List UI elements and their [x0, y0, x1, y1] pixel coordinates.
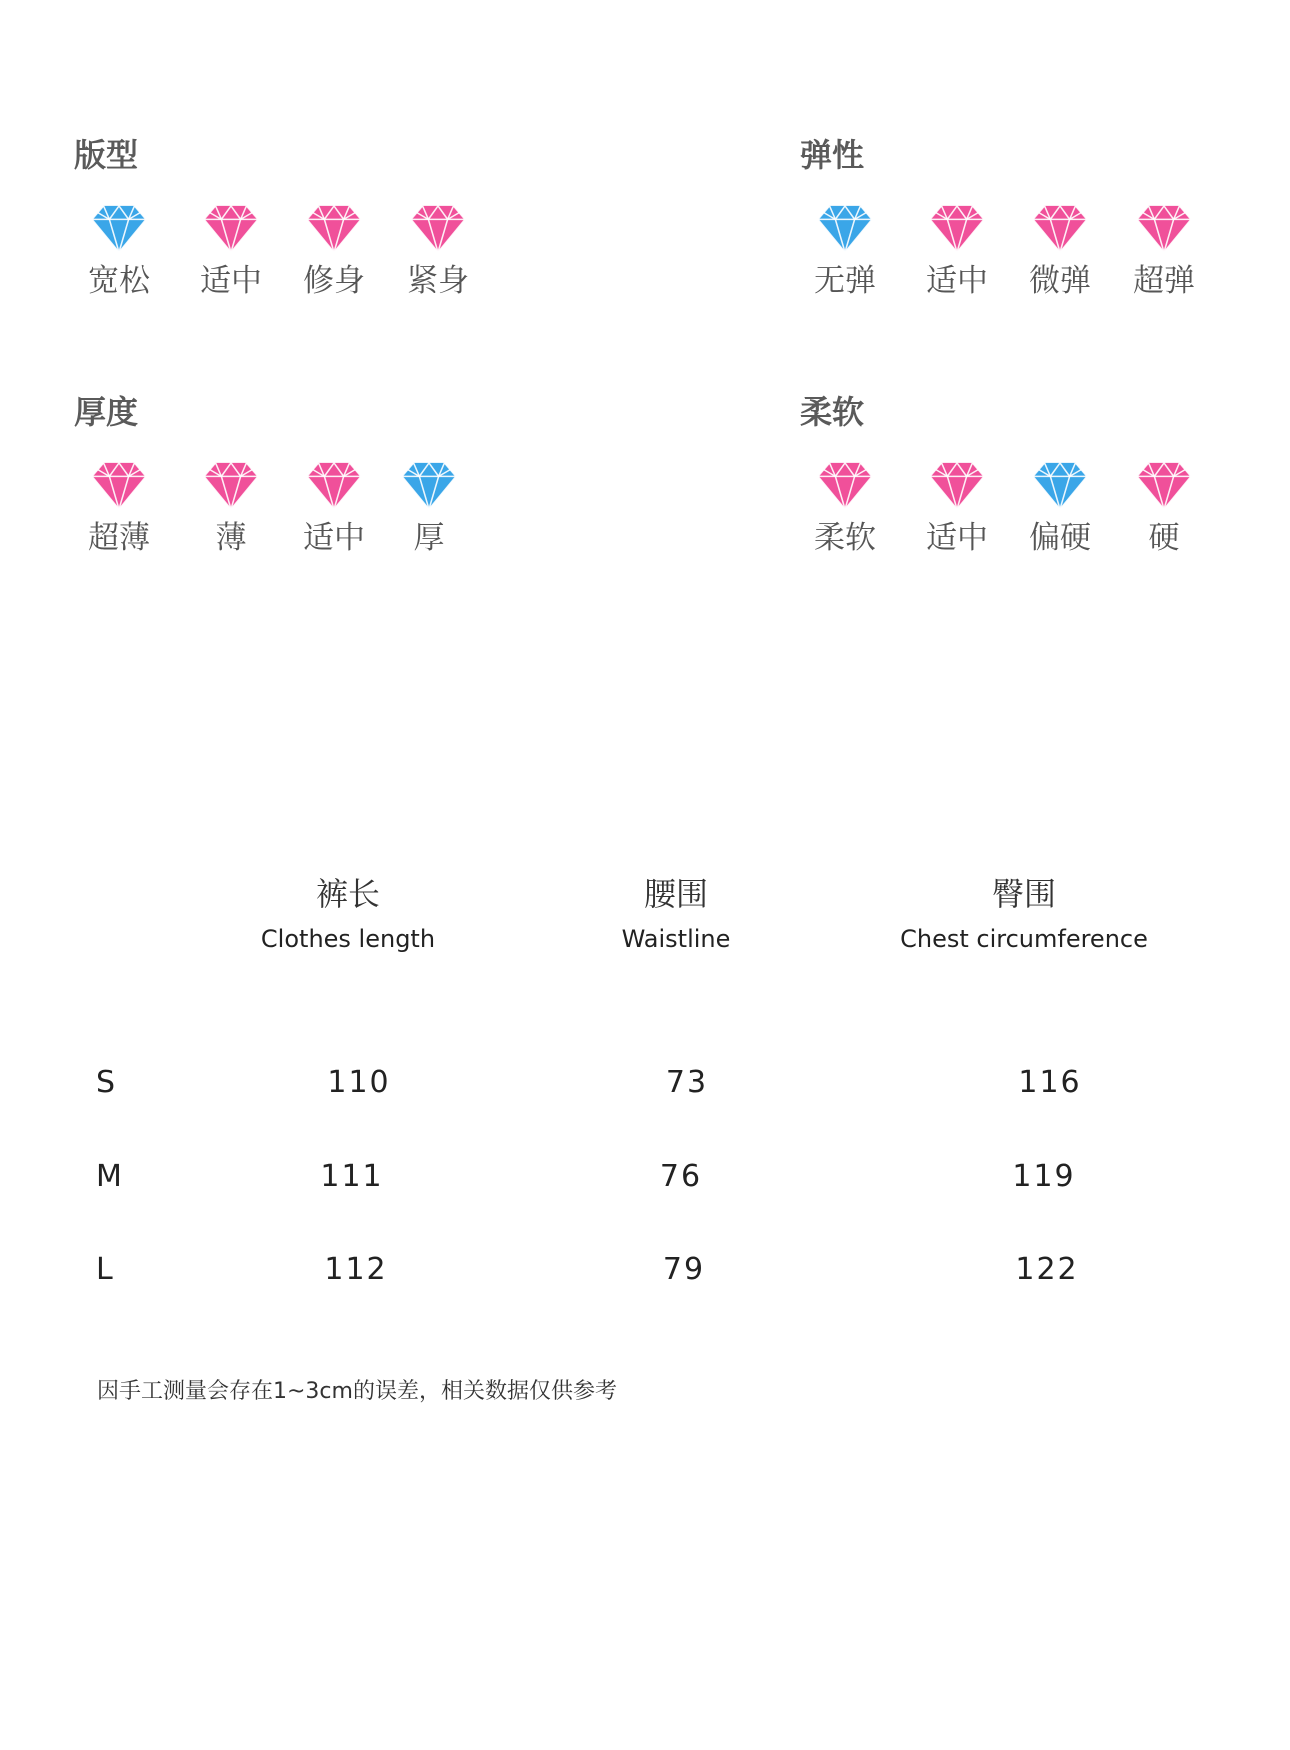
size-label: M — [96, 1159, 124, 1194]
table-row — [0, 1058, 1290, 1108]
attr-title-softness: 柔软 — [800, 393, 865, 431]
value-length: 112 — [324, 1252, 388, 1287]
column-header-en: Chest circumference — [900, 925, 1148, 953]
option-elasticity-3 — [1119, 203, 1209, 313]
option-fit-0 — [74, 203, 164, 313]
attr-options-softness — [800, 460, 1260, 570]
option-label: 紧身 — [407, 263, 469, 299]
diamond-icon — [1119, 460, 1209, 512]
option-label: 适中 — [303, 520, 365, 556]
option-label: 柔软 — [814, 520, 876, 556]
attr-group-fit — [74, 135, 534, 313]
option-fit-3 — [393, 203, 483, 313]
option-elasticity-0 — [800, 203, 890, 313]
diamond-icon — [1015, 203, 1105, 255]
option-label: 微弹 — [1029, 263, 1091, 299]
diamond-icon — [393, 203, 483, 255]
diamond-icon — [800, 203, 890, 255]
option-label: 无弹 — [814, 263, 876, 299]
diamond-icon — [289, 460, 379, 512]
option-label: 厚 — [413, 520, 445, 556]
column-header-cn: 臀围 — [991, 875, 1056, 913]
attr-title-thickness: 厚度 — [74, 393, 139, 431]
option-thickness-2 — [289, 460, 379, 570]
attr-options-thickness — [74, 460, 534, 570]
value-waist: 79 — [662, 1252, 706, 1287]
option-softness-2 — [1015, 460, 1105, 570]
attr-title-elasticity: 弹性 — [800, 136, 865, 174]
size-label: L — [96, 1252, 115, 1287]
attr-options-fit — [74, 203, 534, 313]
measurement-note: 因手工测量会存在1~3cm的误差，相关数据仅供参考 — [97, 1379, 617, 1404]
column-header-en: Waistline — [621, 925, 731, 953]
attr-title-fit: 版型 — [74, 136, 139, 174]
diamond-icon — [186, 460, 276, 512]
size-table — [0, 860, 1290, 1320]
diamond-icon — [74, 460, 164, 512]
diamond-icon — [800, 460, 890, 512]
option-elasticity-2 — [1015, 203, 1105, 313]
option-label: 适中 — [200, 263, 262, 299]
option-label: 超薄 — [88, 520, 150, 556]
option-thickness-3 — [384, 460, 474, 570]
option-label: 偏硬 — [1029, 520, 1091, 556]
diamond-icon — [384, 460, 474, 512]
option-label: 适中 — [926, 520, 988, 556]
option-thickness-1 — [186, 460, 276, 570]
option-label: 超弹 — [1133, 263, 1195, 299]
option-thickness-0 — [74, 460, 164, 570]
option-fit-2 — [289, 203, 379, 313]
diamond-icon — [1015, 460, 1105, 512]
diamond-icon — [186, 203, 276, 255]
value-hip: 116 — [1018, 1065, 1082, 1100]
option-softness-3 — [1119, 460, 1209, 570]
table-row — [0, 1152, 1290, 1202]
option-label: 修身 — [303, 263, 365, 299]
diamond-icon — [289, 203, 379, 255]
diamond-icon — [1119, 203, 1209, 255]
value-length: 111 — [320, 1159, 384, 1194]
option-fit-1 — [186, 203, 276, 313]
column-header-length — [168, 872, 528, 956]
option-label: 适中 — [926, 263, 988, 299]
option-label: 硬 — [1148, 520, 1180, 556]
column-header-waist — [496, 872, 856, 956]
column-header-cn: 裤长 — [315, 875, 380, 913]
attr-group-elasticity — [800, 135, 1260, 313]
attr-group-softness — [800, 392, 1260, 570]
option-softness-0 — [800, 460, 890, 570]
value-hip: 119 — [1012, 1159, 1076, 1194]
size-label: S — [96, 1065, 118, 1100]
table-row — [0, 1245, 1290, 1295]
diamond-icon — [912, 460, 1002, 512]
column-header-hip — [844, 872, 1204, 956]
value-waist: 73 — [665, 1065, 709, 1100]
value-waist: 76 — [659, 1159, 703, 1194]
column-header-en: Clothes length — [260, 925, 436, 953]
attr-group-thickness — [74, 392, 534, 570]
option-label: 薄 — [215, 520, 247, 556]
diamond-icon — [74, 203, 164, 255]
diamond-icon — [912, 203, 1002, 255]
option-elasticity-1 — [912, 203, 1002, 313]
option-label: 宽松 — [88, 263, 150, 299]
option-softness-1 — [912, 460, 1002, 570]
attr-options-elasticity — [800, 203, 1260, 313]
value-length: 110 — [327, 1065, 391, 1100]
column-header-cn: 腰围 — [643, 875, 708, 913]
value-hip: 122 — [1015, 1252, 1079, 1287]
